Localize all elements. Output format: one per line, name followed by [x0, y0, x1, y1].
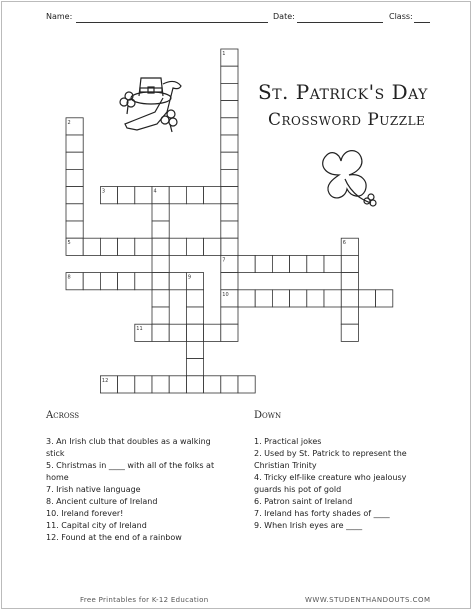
crossword-cell[interactable] [66, 221, 83, 238]
across-clue: 7. Irish native language [46, 485, 141, 494]
crossword-cell[interactable] [341, 307, 358, 324]
crossword-cell[interactable] [341, 324, 358, 341]
crossword-cell[interactable] [307, 255, 324, 272]
crossword-cell[interactable] [221, 273, 238, 290]
crossword-cell[interactable] [221, 221, 238, 238]
crossword-cell[interactable] [118, 273, 135, 290]
crossword-cell[interactable] [169, 376, 186, 393]
down-clue: 7. Ireland has forty shades of ____ [254, 509, 390, 518]
clue-number: 7 [222, 257, 226, 264]
crossword-cell[interactable] [290, 290, 307, 307]
crossword-cell[interactable] [255, 255, 272, 272]
down-clue: 1. Practical jokes [254, 437, 322, 446]
crossword-cell[interactable] [186, 341, 203, 358]
crossword-cell[interactable] [221, 118, 238, 135]
crossword-cell[interactable] [221, 376, 238, 393]
crossword-cell[interactable] [118, 187, 135, 204]
crossword-cell[interactable] [221, 238, 238, 255]
crossword-cell[interactable] [324, 255, 341, 272]
crossword-cell[interactable] [221, 101, 238, 118]
crossword-cell[interactable] [135, 238, 152, 255]
crossword-cell[interactable] [66, 169, 83, 186]
down-clue: 9. When Irish eyes are ____ [254, 521, 363, 530]
puzzle-title: St. Patrick's Day [258, 80, 428, 104]
clue-number: 8 [67, 274, 71, 281]
crossword-cell[interactable] [118, 238, 135, 255]
across-clue: 3. An Irish club that doubles as a walking stick [46, 437, 211, 458]
crossword-cell[interactable] [169, 238, 186, 255]
crossword-cell[interactable] [221, 66, 238, 83]
clue-number: 1 [222, 51, 226, 57]
crossword-cell[interactable] [169, 273, 186, 290]
across-clue: 10. Ireland forever! [46, 509, 124, 518]
crossword-cell[interactable] [152, 255, 169, 272]
crossword-cell[interactable] [152, 376, 169, 393]
crossword-cell[interactable] [221, 135, 238, 152]
crossword-cell[interactable] [221, 187, 238, 204]
date-label: Date: [273, 12, 295, 21]
clue-number: 9 [187, 274, 192, 281]
across-clue: 5. Christmas in ____ with all of the folks at home [46, 461, 215, 482]
down-clue: 2. Used by St. Patrick to represent the Christian Trinity [254, 449, 407, 470]
down-clue: 4. Tricky elf-like creature who jealousy guards his pot of gold [254, 473, 407, 494]
crossword-cell[interactable] [272, 290, 289, 307]
crossword-cell[interactable] [221, 324, 238, 341]
crossword-cell[interactable] [83, 238, 100, 255]
crossword-cell[interactable] [204, 324, 221, 341]
crossword-cell[interactable] [152, 238, 169, 255]
crossword-cell[interactable] [221, 152, 238, 169]
crossword-cell[interactable] [221, 169, 238, 186]
crossword-cell[interactable] [221, 204, 238, 221]
crossword-cell[interactable] [341, 255, 358, 272]
crossword-cell[interactable] [152, 324, 169, 341]
crossword-cell[interactable] [341, 273, 358, 290]
across-clue: 12. Found at the end of a rainbow [46, 533, 182, 542]
footer-website: WWW.STUDENTHANDOUTS.COM [305, 596, 431, 604]
crossword-cell[interactable] [238, 290, 255, 307]
clue-number: 11 [136, 326, 143, 333]
crossword-cell[interactable] [118, 376, 135, 393]
crossword-cell[interactable] [66, 187, 83, 204]
clue-number: 10 [222, 291, 229, 298]
crossword-cell[interactable] [238, 255, 255, 272]
crossword-cell[interactable] [186, 359, 203, 376]
crossword-cell[interactable] [152, 273, 169, 290]
crossword-cell[interactable] [272, 255, 289, 272]
crossword-cell[interactable] [169, 324, 186, 341]
clue-number: 2 [67, 119, 71, 126]
crossword-cell[interactable] [221, 307, 238, 324]
crossword-cell[interactable] [204, 187, 221, 204]
crossword-cell[interactable] [135, 187, 152, 204]
down-clue: 6. Patron saint of Ireland [254, 497, 353, 506]
clue-number: 4 [153, 188, 157, 195]
down-clue-list [254, 436, 434, 532]
name-label: Name: [46, 12, 73, 21]
class-label: Class: [389, 12, 413, 21]
clue-number: 3 [101, 188, 106, 195]
crossword-cell[interactable] [324, 290, 341, 307]
crossword-cell[interactable] [376, 290, 393, 307]
clue-number: 6 [342, 240, 346, 247]
crossword-cell[interactable] [100, 238, 117, 255]
footer-tagline: Free Printables for K-12 Education [80, 596, 209, 604]
crossword-cell[interactable] [152, 290, 169, 307]
crossword-cell[interactable] [135, 376, 152, 393]
crossword-cell[interactable] [307, 290, 324, 307]
across-heading: Across [46, 410, 80, 421]
clue-number: 5 [67, 240, 71, 247]
crossword-cell[interactable] [255, 290, 272, 307]
crossword-cell[interactable] [186, 376, 203, 393]
crossword-cell[interactable] [152, 204, 169, 221]
across-clue: 11. Capital city of Ireland [46, 521, 147, 530]
crossword-cell[interactable] [186, 324, 203, 341]
across-clue: 8. Ancient culture of Ireland [46, 497, 158, 506]
crossword-cell[interactable] [152, 307, 169, 324]
crossword-cell[interactable] [186, 307, 203, 324]
crossword-cell[interactable] [290, 255, 307, 272]
crossword-cell[interactable] [358, 290, 375, 307]
crossword-cell[interactable] [152, 221, 169, 238]
crossword-cell[interactable] [66, 152, 83, 169]
crossword-cell[interactable] [204, 376, 221, 393]
crossword-cell[interactable] [186, 238, 203, 255]
crossword-cell[interactable] [238, 376, 255, 393]
clue-number: 12 [101, 377, 109, 384]
crossword-cell[interactable] [341, 290, 358, 307]
crossword-cell[interactable] [100, 273, 117, 290]
crossword-cell[interactable] [221, 83, 238, 100]
crossword-cell[interactable] [186, 187, 203, 204]
crossword-cell[interactable] [66, 204, 83, 221]
crossword-cell[interactable] [204, 238, 221, 255]
crossword-cell[interactable] [83, 273, 100, 290]
down-heading: Down [254, 410, 282, 421]
crossword-cell[interactable] [169, 187, 186, 204]
crossword-cell[interactable] [135, 273, 152, 290]
puzzle-subtitle: Crossword Puzzle [268, 110, 426, 130]
crossword-cell[interactable] [186, 290, 203, 307]
across-clue-list [46, 436, 231, 544]
crossword-cell[interactable] [66, 135, 83, 152]
